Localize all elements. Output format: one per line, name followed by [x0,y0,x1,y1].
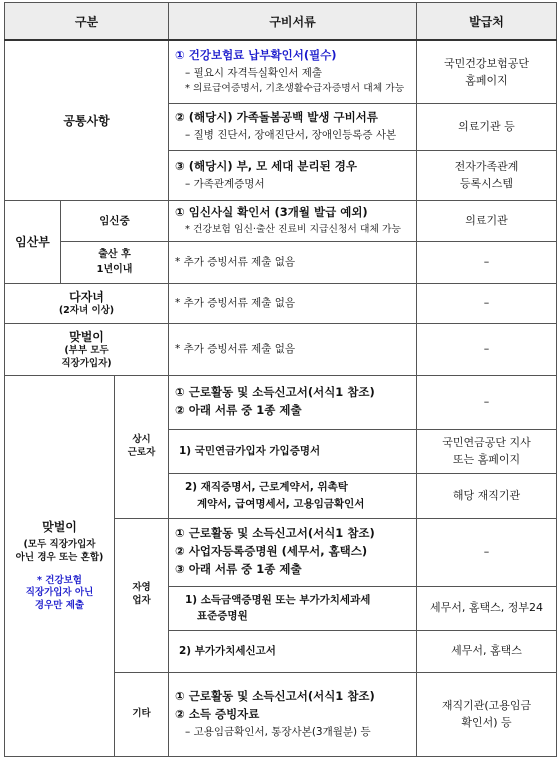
label-line: 1년이내 [96,264,133,275]
self-issuer-head: – [417,518,557,586]
doc-title: ① 근로활동 및 소득신고서(서식1 참조) [175,689,375,704]
self-employed-label [115,518,169,672]
common-doc-2 [169,103,417,150]
common-label: 공통사항 [5,40,169,200]
common-doc-1 [169,40,417,103]
regular-issuer-1 [417,429,557,473]
regular-doc-1: 1) 국민연금가입자 가입증명서 [169,429,417,473]
doc-note: – 필요시 자격득실확인서 제출 [185,66,322,79]
pregnancy-during-label: 임신중 [61,200,169,241]
doc-title: ① 임신사실 확인서 (3개월 발급 예외) [175,205,368,219]
doc-note: * 건강보험 임신·출산 진료비 지급신청서 대체 가능 [185,223,401,235]
label-line: 다자녀 [69,290,104,305]
etc-label: 기타 [115,672,169,756]
label-sub: (모두 직장가입자 [23,538,96,550]
table-row [5,241,557,283]
header-issuer: 발급처 [417,3,557,41]
label-line: 맞벌이 [42,519,77,534]
pregnancy-doc-1 [169,200,417,241]
dual-all-issuer: – [417,323,557,375]
label-note: 직장가입자 아닌 [25,587,94,599]
issuer-line: 확인서) 등 [461,716,512,729]
issuer-line: 국민연금공단 지사 [442,435,531,449]
label-sub: (2자녀 이상) [58,305,115,317]
issuer-line: 국민건강보험공단 [443,56,529,70]
dual-all-doc: * 추가 증빙서류 제출 없음 [169,323,417,375]
label-line: 근로자 [127,446,156,458]
multi-label [5,283,169,323]
table-row [5,40,557,103]
regular-issuer-head: – [417,375,557,429]
dual-all-label [5,323,169,375]
common-issuer-2: 의료기관 등 [417,103,557,150]
doc-title: ③ 아래 서류 중 1종 제출 [175,561,302,576]
doc-title: ② 아래 서류 중 1종 제출 [175,403,302,417]
self-issuer-2: 세무서, 홈택스 [417,630,557,672]
label-note: 경우만 제출 [34,600,85,612]
common-doc-3 [169,150,417,200]
multi-doc: * 추가 증빙서류 제출 없음 [169,283,417,323]
doc-line: 2) 재직증명서, 근로계약서, 위촉탁 [185,481,348,494]
issuer-line: 또는 홈페이지 [452,453,521,466]
issuer-line: 전자가족관계 [454,159,519,173]
header-category: 구분 [5,3,169,41]
dual-other-label [5,375,115,756]
label-line: 출산 후 [98,249,131,260]
doc-line: 계약서, 급여명세서, 고용임금확인서 [197,497,365,510]
pregnancy-doc-2: * 추가 증빙서류 제출 없음 [169,241,417,283]
doc-title: ① 근로활동 및 소득신고서(서식1 참조) [175,526,375,541]
doc-title: ② 사업자등록증명원 (세무서, 홈택스) [175,544,368,559]
doc-note: – 질병 진단서, 장애진단서, 장애인등록증 사본 [185,129,397,142]
table-row [5,323,557,375]
doc-title: ① 건강보험료 납부확인서(필수) [175,48,337,63]
doc-title: ① 근로활동 및 소득신고서(서식1 참조) [175,385,375,400]
doc-line: 1) 소득금액증명원 또는 부가가치세과세 [185,593,371,606]
issuer-line: 등록시스템 [459,177,514,190]
label-line: 상시 [132,433,151,445]
common-issuer-1 [417,40,557,103]
pregnancy-issuer-2: – [417,241,557,283]
table-row [5,375,557,429]
multi-issuer: – [417,283,557,323]
header-documents: 구비서류 [169,3,417,41]
label-line: 업자 [132,595,151,606]
regular-doc-2 [169,473,417,518]
doc-note: – 고용임금확인서, 통장사본(3개월분) 등 [185,725,371,738]
label-line: 맞벌이 [69,329,104,344]
label-sub: 직장가입자) [61,357,112,369]
regular-issuer-2: 해당 재직기관 [417,473,557,518]
common-issuer-3 [417,150,557,200]
table-row [5,283,557,323]
etc-issuer [417,672,557,756]
pregnancy-issuer-1: 의료기관 [417,200,557,241]
self-doc-head [169,518,417,586]
documents-table [4,2,557,757]
label-sub: 아닌 경우 또는 혼합) [15,551,104,563]
label-note: * 건강보험 [37,574,82,586]
doc-title: ③ (해당시) 부, 모 세대 분리된 경우 [175,158,357,173]
doc-note: – 가족관계증명서 [185,177,265,190]
doc-title: ② 소득 증빙자료 [175,706,260,721]
self-doc-1 [169,586,417,630]
label-sub: (부부 모두 [64,344,109,356]
header-row [5,3,557,41]
self-issuer-1: 세무서, 홈택스, 정부24 [417,586,557,630]
etc-doc [169,672,417,756]
doc-line: 표준증명원 [197,610,248,622]
pregnancy-after-label [61,241,169,283]
issuer-line: 재직기관(고용임금 [441,698,532,712]
issuer-line: 홈페이지 [465,73,508,87]
table-row [5,200,557,241]
pregnancy-label: 임산부 [5,200,61,283]
regular-worker-label [115,375,169,518]
regular-doc-head [169,375,417,429]
self-doc-2: 2) 부가가치세신고서 [169,630,417,672]
doc-title: ② (해당시) 가족돌봄공백 발생 구비서류 [175,110,378,125]
doc-note: * 의료급여증명서, 기초생활수급자증명서 대체 가능 [185,83,405,95]
label-line: 자영 [132,582,151,594]
